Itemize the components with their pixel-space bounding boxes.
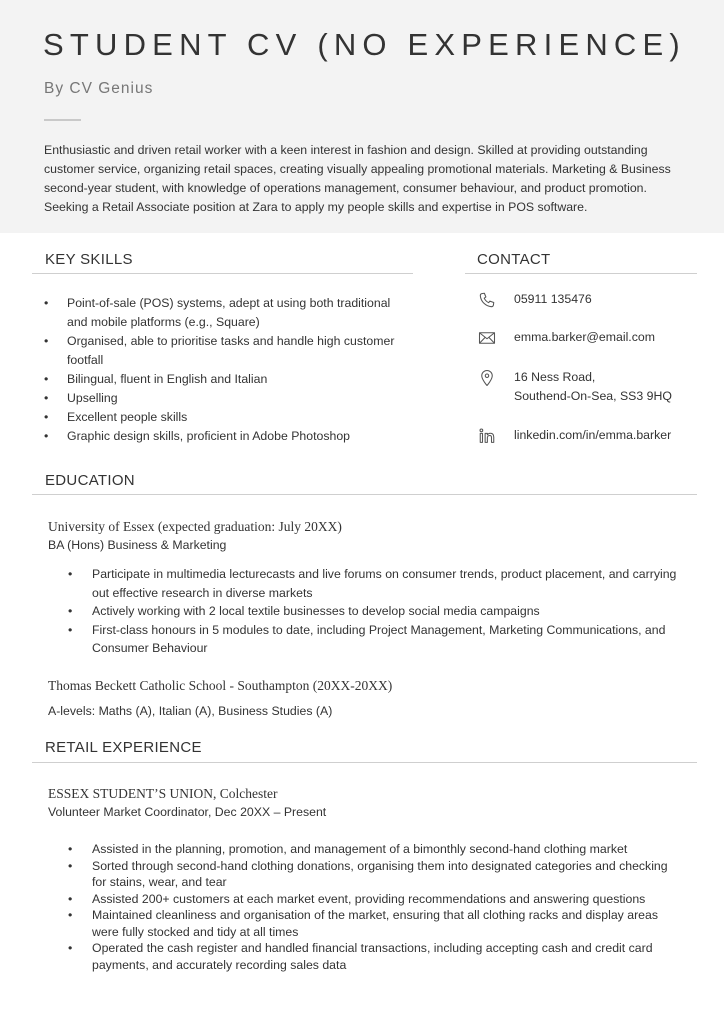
school-name: Thomas Beckett Catholic School - Southampton (20XX-20XX) <box>48 678 393 693</box>
accent-divider <box>44 119 81 121</box>
cv-title: STUDENT CV (NO EXPERIENCE) <box>43 27 686 62</box>
phone-icon <box>478 291 496 309</box>
list-item: • Assisted in the planning, promotion, and management of a bimonthly second-hand clothing market <box>68 841 683 858</box>
education-heading: EDUCATION <box>45 472 135 489</box>
list-item: • Assisted 200+ customers at each market event, providing recommendations and answering questions <box>68 891 683 908</box>
key-skills-list <box>44 294 404 446</box>
list-item: • Sorted through second-hand clothing donations, organising them into designated categories and checking for stains, wear, and tear <box>68 858 683 891</box>
linkedin-url[interactable]: linkedin.com/in/emma.barker <box>514 428 672 442</box>
university-name: University of Essex (expected graduation: July 20XX) <box>48 519 342 534</box>
skill-item: • Point-of-sale (POS) systems, adept at using both traditional and mobile platforms (e.g., Square) <box>44 294 404 332</box>
list-item: • First-class honours in 5 modules to date, including Project Management, Marketing Communications, and Consumer Behaviour <box>68 621 683 658</box>
email-address[interactable]: emma.barker@email.com <box>514 330 655 344</box>
experience-heading: RETAIL EXPERIENCE <box>45 739 202 756</box>
list-item: • Actively working with 2 local textile businesses to develop social media campaigns <box>68 602 683 621</box>
employer-name: ESSEX STUDENT’S UNION, Colchester <box>48 786 278 801</box>
cv-byline: By CV Genius <box>44 80 154 97</box>
experience-bullets <box>68 841 683 973</box>
list-item: • Participate in multimedia lecturecasts and live forums on consumer trends, product placement, and carrying out effective research in diverse markets <box>68 565 683 602</box>
address-line-1: 16 Ness Road, <box>514 370 596 384</box>
skill-item: • Upselling <box>44 389 404 408</box>
contact-heading: CONTACT <box>477 251 551 268</box>
location-pin-icon <box>478 369 496 387</box>
job-role: Volunteer Market Coordinator, Dec 20XX – Present <box>48 805 327 819</box>
linkedin-icon <box>478 427 496 445</box>
university-bullets <box>68 565 683 658</box>
list-item: • Maintained cleanliness and organisation of the market, ensuring that all clothing racks and display areas were fully stocked and tidy at all times <box>68 907 683 940</box>
address-line-2: Southend-On-Sea, SS3 9HQ <box>514 389 672 403</box>
key-skills-divider <box>32 273 413 274</box>
university-degree: BA (Hons) Business & Marketing <box>48 538 227 552</box>
education-divider <box>32 494 697 495</box>
phone-number[interactable]: 05911 135476 <box>514 292 592 306</box>
school-details: A-levels: Maths (A), Italian (A), Business Studies (A) <box>48 704 333 718</box>
list-item: • Operated the cash register and handled financial transactions, including accepting cash and credit card payments, and accurately recording sales data <box>68 940 683 973</box>
cv-header <box>0 0 724 233</box>
experience-divider <box>32 762 697 763</box>
skill-item: • Organised, able to prioritise tasks and handle high customer footfall <box>44 332 404 370</box>
skill-item: • Bilingual, fluent in English and Italian <box>44 370 404 389</box>
skill-item: • Excellent people skills <box>44 408 404 427</box>
contact-divider <box>465 273 697 274</box>
email-icon <box>478 329 496 347</box>
skill-item: • Graphic design skills, proficient in Adobe Photoshop <box>44 427 404 446</box>
personal-summary: Enthusiastic and driven retail worker with a keen interest in fashion and design. Skilled at providing outstanding customer service, organizing retail spaces, creating visually appealing promotional materials. Marketing & Business second-year student, with knowledge of operations management, consumer behaviour, and product promotion. Seeking a Retail Associate position at Zara to apply my people skills and expertise in POS software. <box>44 143 671 214</box>
key-skills-heading: KEY SKILLS <box>45 251 133 268</box>
